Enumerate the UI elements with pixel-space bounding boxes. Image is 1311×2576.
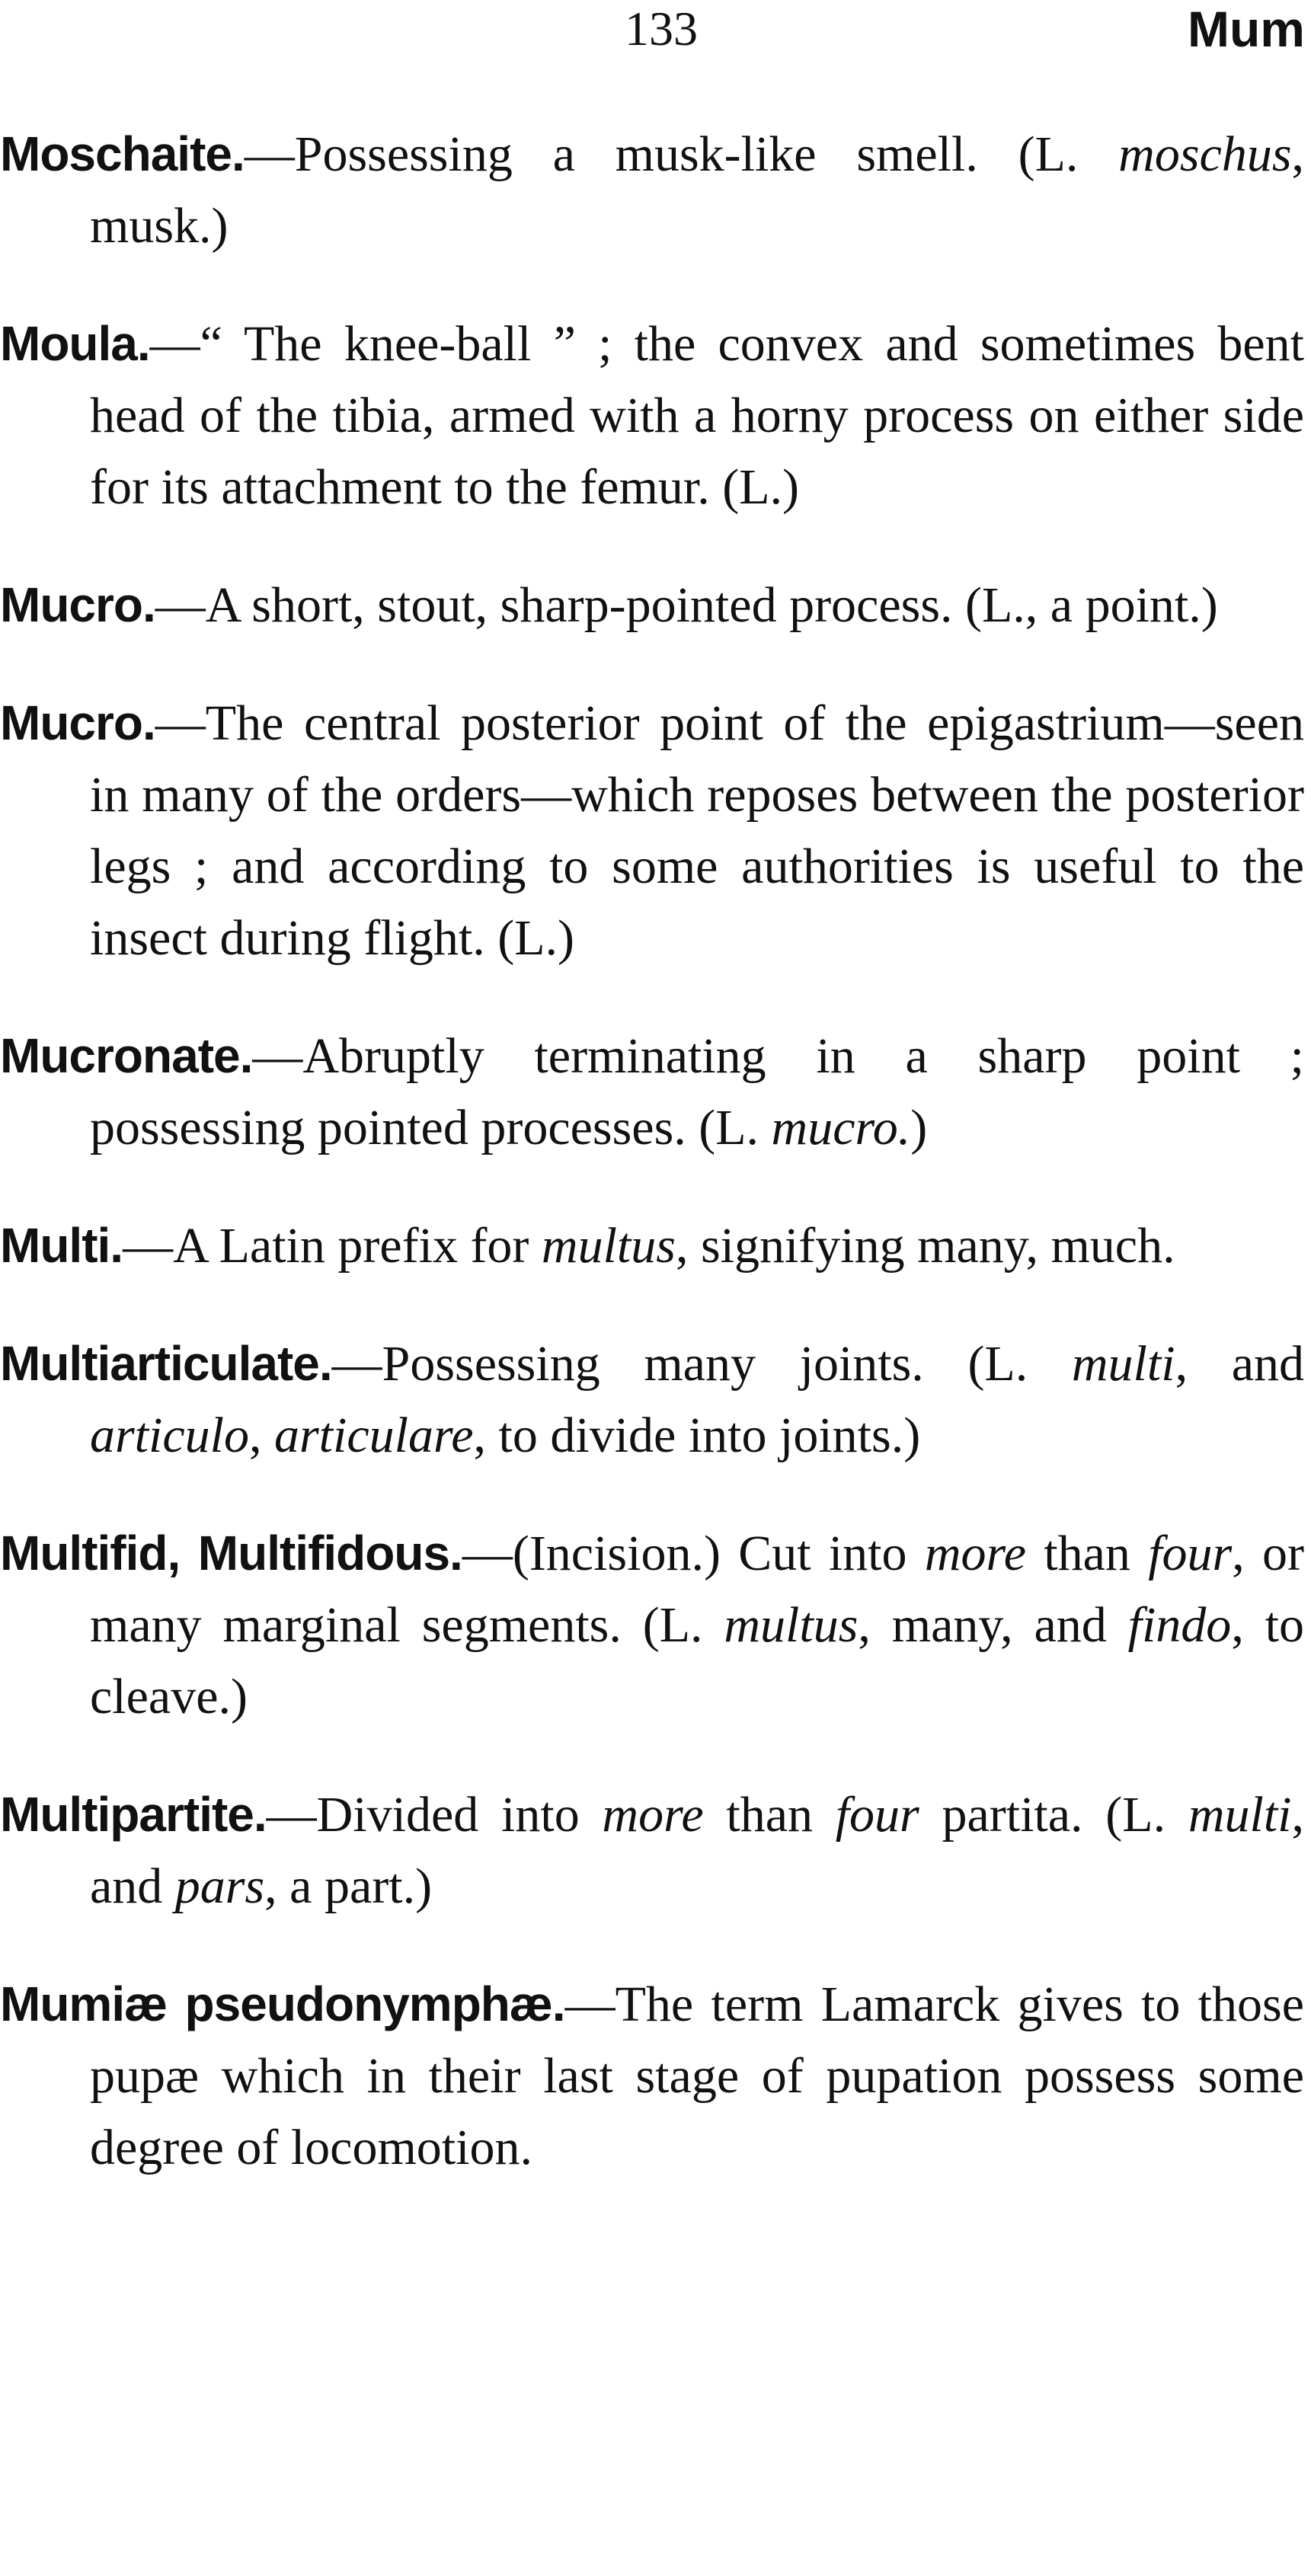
definition-text: —The term Lamarck gives to those pupæ which in their last stage of pupation possess some degree of locomotion. [90,1977,1304,2175]
definition-italic: findo [1127,1597,1232,1653]
running-head: Mum [1188,1,1305,57]
definition-text: —Abruptly terminating in a sharp point ; possessing pointed processes. (L. [90,1028,1304,1155]
entry-mucronate [0,1020,1304,1164]
definition-text: , or many marginal segments. (L. [90,1526,1305,1653]
definition-text: —The central posterior point of the epigastrium—seen in many of the orders—which reposes between the posterior legs ; and according to some authorities is useful to the insect during flight. (L.) [90,695,1304,966]
definition-text: , many, and [858,1597,1128,1653]
definition-text: —Divided into [266,1787,603,1843]
entry-multiarticulate [0,1328,1304,1472]
dictionary-entries [0,118,1304,2229]
definition-text: —A short, stout, sharp-pointed process. (L., a point.) [155,577,1218,633]
definition-text: partita. (L. [919,1787,1188,1843]
definition-italic: multus [724,1597,859,1653]
definition-italic: articulare [274,1408,474,1463]
entry-multipartite [0,1779,1304,1922]
definition-text: , and [90,1787,1304,1914]
entry-multi [0,1210,1304,1282]
definition-text: —A Latin prefix for [123,1218,542,1274]
entry-mucro-1 [0,569,1304,641]
definition-text: —Possessing a musk-like smell. (L. [244,126,1119,182]
headword: Multipartite. [0,1787,267,1842]
definition-text: , a part.) [264,1858,433,1914]
definition-text: than [1026,1526,1149,1581]
definition-text: —“ The knee-ball ” ; the convex and sometimes bent head of the tibia, armed with a horny process on either side for its attachment to the femur. (L.) [90,316,1304,515]
headword: Mucro. [0,577,155,632]
definition-italic: four [1148,1526,1233,1581]
definition-italic: more [602,1787,704,1843]
entry-multifid [0,1517,1304,1733]
headword: Multi. [0,1218,123,1273]
page-number: 133 [625,2,698,56]
definition-italic: more [924,1526,1027,1581]
definition-text: , to divide into joints.) [473,1408,921,1463]
definition-italic: moschus [1118,126,1292,182]
entry-moula [0,308,1304,523]
headword: Mumiæ pseudonymphæ. [0,1977,565,2031]
definition-text: than [703,1787,836,1843]
headword: Multifid, Multifidous. [0,1526,462,1580]
definition-text: —(Incision.) Cut into [462,1526,925,1581]
definition-text: , musk.) [90,126,1304,254]
headword: Mucronate. [0,1028,253,1083]
entry-mucro-2 [0,687,1304,974]
headword: Mucro. [0,695,155,750]
definition-italic: mucro. [771,1100,911,1155]
headword: Moula. [0,316,150,371]
definition-italic: articulo [90,1408,249,1463]
definition-text: ) [910,1100,928,1155]
definition-italic: four [835,1787,919,1843]
definition-text: , to cleave.) [90,1597,1305,1724]
entry-moschaite [0,118,1304,262]
definition-text: , and [1175,1336,1304,1392]
definition-text: , signifying many, much. [675,1218,1175,1274]
definition-text: , [249,1408,274,1463]
headword: Multiarticulate. [0,1336,332,1391]
entry-mumiae-pseudonymphae [0,1968,1304,2184]
definition-italic: multus [541,1218,676,1274]
definition-text: —Possessing many joints. (L. [331,1336,1072,1392]
definition-italic: pars [174,1858,265,1914]
page-header [0,0,1311,69]
definition-italic: multi [1071,1336,1175,1392]
headword: Moschaite. [0,126,245,181]
definition-italic: multi [1188,1787,1292,1843]
